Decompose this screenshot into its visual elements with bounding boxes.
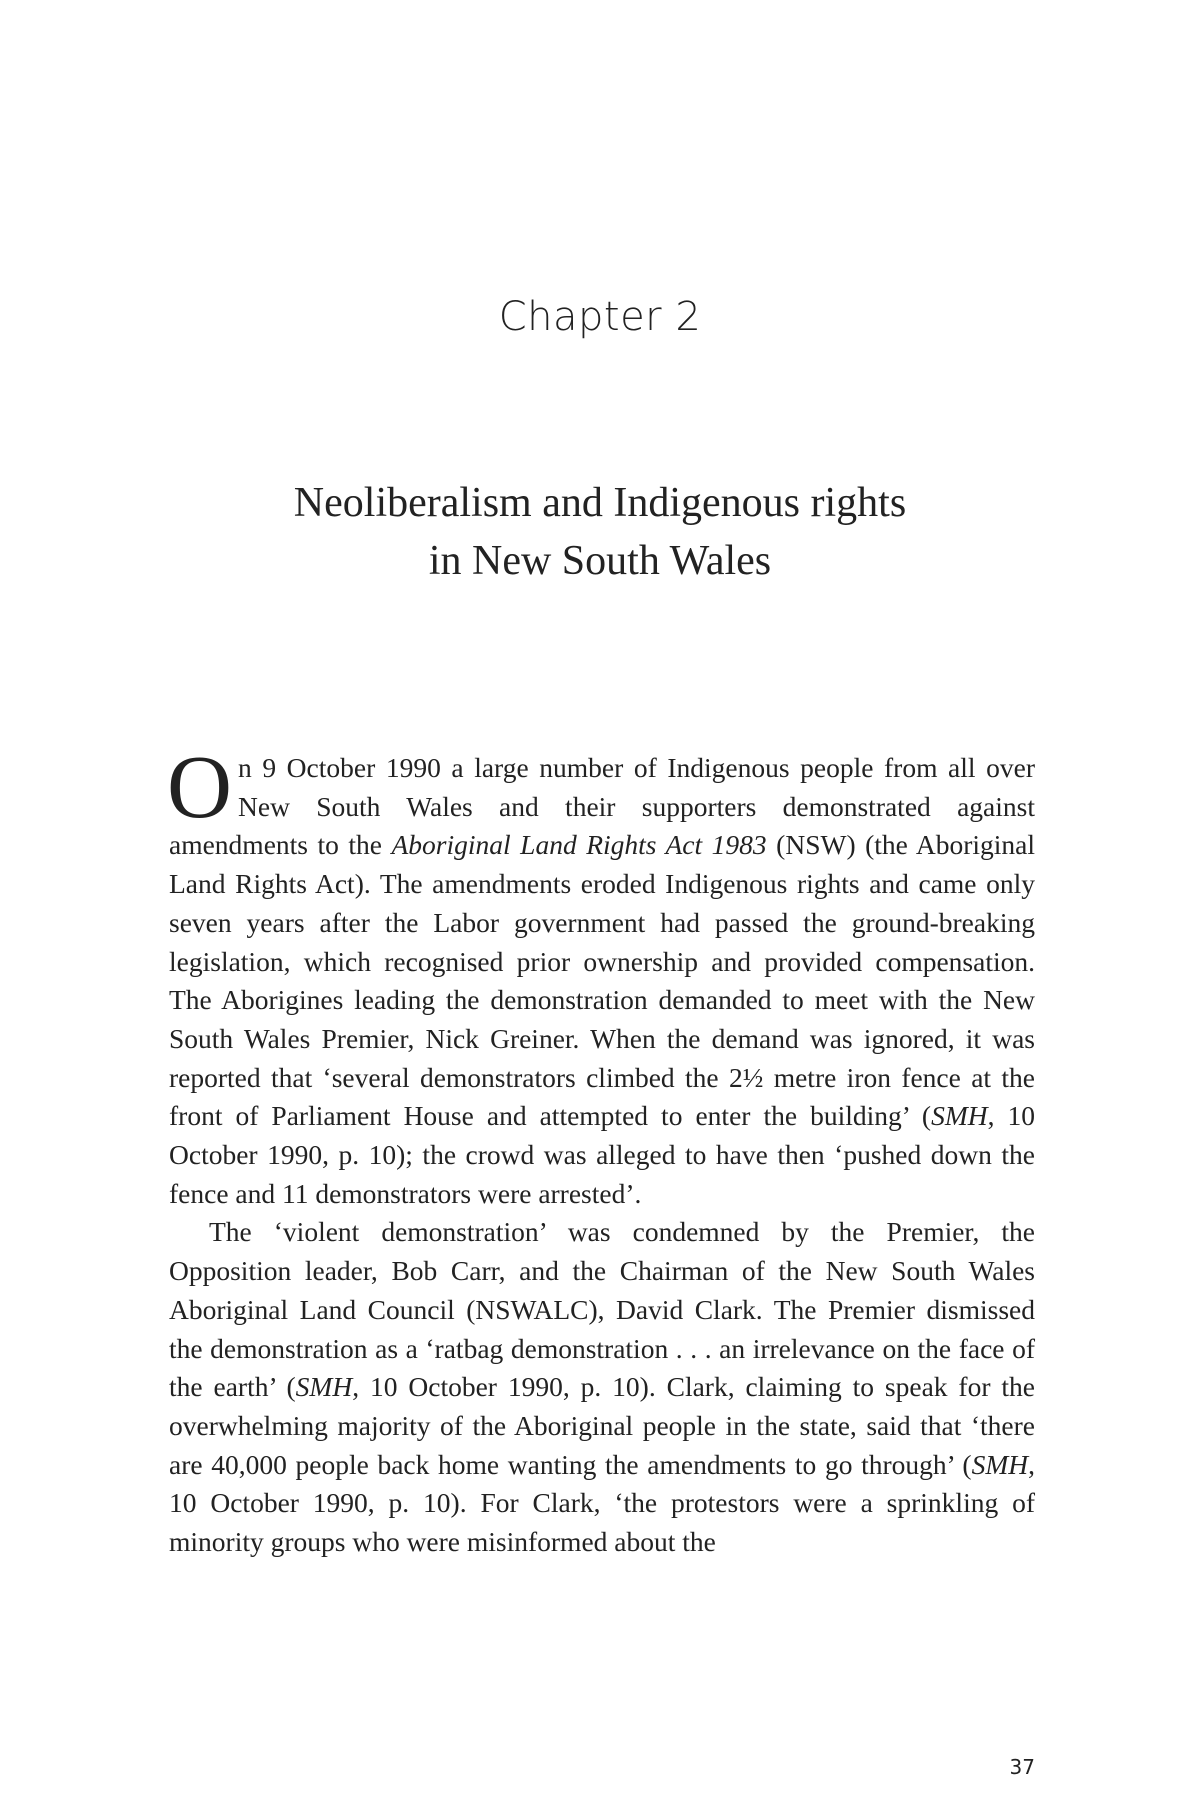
source-citation: SMH: [931, 1100, 988, 1132]
paragraph-2-text-c: , 10 October 1990, p. 10). For Clark, ‘the protestors were a sprinkling of minority groups who were misinformed about the: [169, 1448, 1035, 1558]
paragraph-2: [169, 1213, 1035, 1561]
act-name: Aboriginal Land Rights Act 1983: [391, 829, 767, 861]
paragraph-2-text-b: , 10 October 1990, p. 10). Clark, claiming to speak for the overwhelming majority of the Aboriginal people in the state, said that ‘there are 40,000 people back home wanting the amendments to go through’ (: [169, 1371, 1035, 1480]
chapter-title-line-2: in New South Wales: [428, 538, 772, 584]
paragraph-2-text-a: The ‘violent demonstration’ was condemned by the Premier, the Opposition leader, Bob Carr, and the Chairman of the New South Wales Aboriginal Land Council (NSWALC), David Clark. The Premier dismissed the demonstration as a ‘ratbag demonstration . . . an irrelevance on the face of the earth’ (: [169, 1216, 1035, 1403]
paragraph-1-text-c: , 10 October 1990, p. 10); the crowd was alleged to have then ‘pushed down the fence and 11 demonstrators were arrested’.: [169, 1100, 1035, 1209]
paragraph-1-text-b: (NSW) (the Aboriginal Land Rights Act). The amendments eroded Indigenous rights and came only seven years after the Labor government had passed the ground-breaking legislation, which recognised prior ownership and provided compensation. The Aborigines leading the demonstration demanded to meet with the New South Wales Premier, Nick Greiner. When the demand was ignored, it was reported that ‘several demonstrators climbed the 2½ metre iron fence at the front of Parliament House and attempted to enter the building’ (: [169, 829, 1035, 1132]
source-citation: SMH: [295, 1371, 353, 1403]
chapter-label: Chapter 2: [498, 294, 702, 340]
chapter-title: [0, 474, 1200, 590]
drop-cap: O: [167, 738, 232, 837]
source-citation: SMH: [971, 1448, 1029, 1480]
paragraph-1-text-a: n 9 October 1990 a large number of Indigenous people from all over New South Wales and their supporters demonstrated against amendments to the: [169, 752, 1035, 861]
paragraph-1: [167, 738, 1035, 1213]
page-number: 37: [1009, 1755, 1035, 1779]
body-text: [167, 738, 1035, 1562]
chapter-title-line-1: Neoliberalism and Indigenous rights: [293, 480, 907, 526]
